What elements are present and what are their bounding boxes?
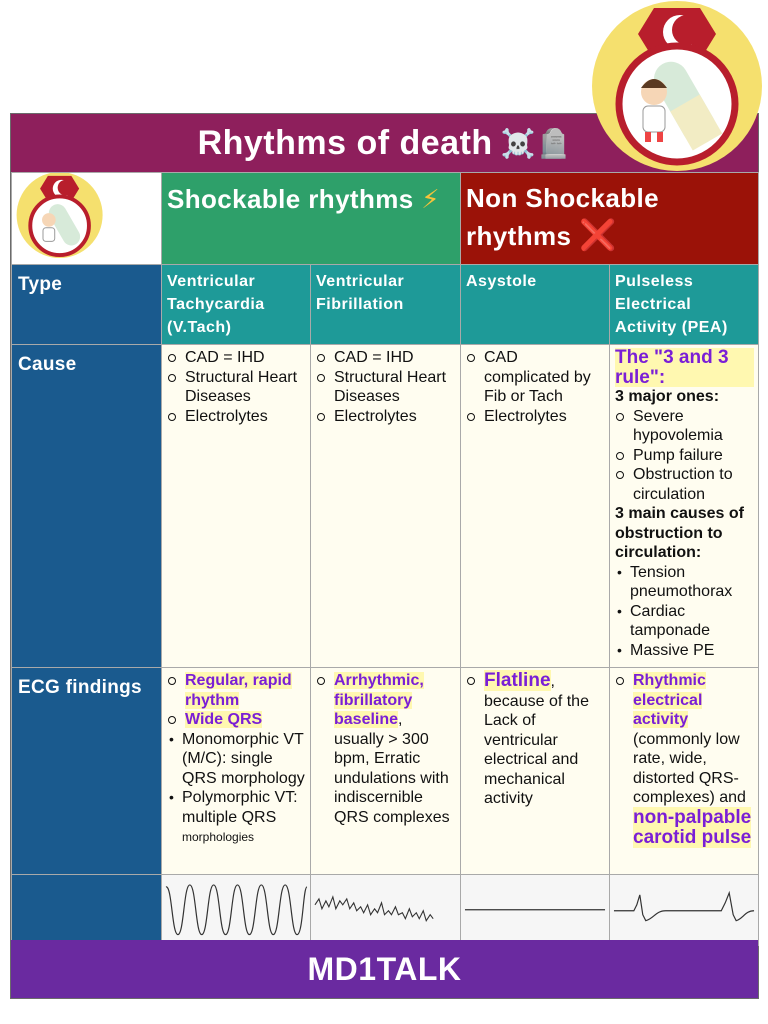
row-label-cause: Cause	[12, 345, 162, 668]
list-item: Pump failure	[615, 446, 754, 466]
ecg-strip-vfib	[311, 875, 461, 946]
list-item: • Monomorphic VT (M/C): single QRS morphology	[167, 730, 306, 789]
non-shockable-header	[461, 173, 759, 265]
list-item: • Massive PE	[615, 641, 754, 661]
strip-label-spacer	[12, 875, 162, 946]
type-asystole: Asystole	[461, 265, 610, 345]
ecg-asystole	[461, 668, 610, 875]
ecg-pea	[610, 668, 759, 875]
list-item	[167, 671, 306, 710]
cross-mark-icon: ❌	[579, 219, 617, 252]
list-item: Severe hypovolemia	[615, 407, 754, 446]
list-item: CAD = IHD	[316, 348, 456, 368]
vtach-waveform-icon	[162, 875, 310, 945]
header-logo-cell	[12, 173, 162, 265]
ecg-strip-vtach	[162, 875, 311, 946]
vfib-text: , usually > 300 bpm, Erratic undulations with indiscernible QRS complexes	[334, 711, 450, 826]
list-item: CAD complicated by Fib or Tach	[466, 348, 605, 407]
asystole-highlight: Flatline	[484, 670, 551, 691]
list-item	[466, 671, 605, 809]
pea-obstruction-heading: 3 main causes of obstruction to circulation:	[615, 505, 744, 561]
vtach-highlight-1: Regular, rapid rhythm	[185, 672, 292, 709]
page-title: Rhythms of death	[197, 123, 493, 162]
pea-text: (commonly low rate, wide, distorted QRS-complexes) and	[633, 730, 746, 806]
list-item: Electrolytes	[316, 407, 456, 427]
list-item: • Tension pneumothorax	[615, 563, 754, 602]
pea-major-heading: 3 major ones:	[615, 388, 720, 405]
skull-tombstone-icon: ☠️🪦	[500, 127, 572, 159]
vfib-waveform-icon	[311, 875, 460, 945]
non-shockable-label: Non Shockable rhythms	[466, 183, 660, 251]
type-vtach: Ventricular Tachycardia (V.Tach)	[162, 265, 311, 345]
rhythms-poster	[10, 113, 759, 999]
list-item	[615, 671, 754, 849]
list-item: Obstruction to circulation	[615, 465, 754, 504]
list-item: Electrolytes	[466, 407, 605, 427]
footer-brand: MD1TALK	[11, 940, 758, 998]
ecg-row	[12, 668, 759, 875]
cause-asystole	[461, 345, 610, 668]
type-pea: Pulseless Electrical Activity (PEA)	[610, 265, 759, 345]
cause-vtach	[162, 345, 311, 668]
vtach-highlight-2: Wide QRS	[185, 711, 263, 728]
ecg-vfib	[311, 668, 461, 875]
pea-highlight-2: non-palpable carotid pulse	[633, 806, 752, 848]
list-item	[316, 671, 456, 827]
pea-highlight-1: Rhythmic electrical activity	[633, 672, 706, 728]
asystole-text: , because of the Lack of ventricular electrical and mechanical activity	[484, 673, 589, 807]
list-item	[167, 788, 306, 848]
lightning-icon: ⚡	[421, 184, 440, 214]
list-item: Electrolytes	[167, 407, 306, 427]
cause-vfib	[311, 345, 461, 668]
list-item: Structural Heart Diseases	[167, 368, 306, 407]
pea-waveform-icon	[610, 875, 758, 945]
cause-row	[12, 345, 759, 668]
crescent-doctor-logo-icon	[12, 173, 160, 259]
pea-rule-heading: The "3 and 3 rule":	[615, 348, 754, 387]
shockable-label: Shockable rhythms	[167, 184, 414, 214]
list-item: CAD = IHD	[167, 348, 306, 368]
type-row	[12, 265, 759, 345]
header-row	[12, 173, 759, 265]
flatline-waveform-icon	[461, 875, 609, 945]
ecg-strip-asystole	[461, 875, 610, 946]
vtach-poly-text: Polymorphic VT: multiple QRS	[182, 789, 298, 826]
row-label-ecg: ECG findings	[12, 668, 162, 875]
ecg-vtach	[162, 668, 311, 875]
list-item: • Cardiac tamponade	[615, 602, 754, 641]
ecg-strip-row	[12, 875, 759, 946]
crescent-doctor-logo-icon	[588, 0, 766, 172]
list-item	[167, 710, 306, 730]
rhythms-table	[11, 172, 759, 946]
vtach-poly-small: morphologies	[182, 830, 255, 844]
shockable-header	[162, 173, 461, 265]
ecg-strip-pea	[610, 875, 759, 946]
vfib-highlight: Arrhythmic, fibrillatory baseline	[334, 672, 424, 728]
cause-pea	[610, 345, 759, 668]
row-label-type: Type	[12, 265, 162, 345]
brand-logo-large	[588, 0, 766, 172]
list-item: Structural Heart Diseases	[316, 368, 456, 407]
type-vfib: Ventricular Fibrillation	[311, 265, 461, 345]
